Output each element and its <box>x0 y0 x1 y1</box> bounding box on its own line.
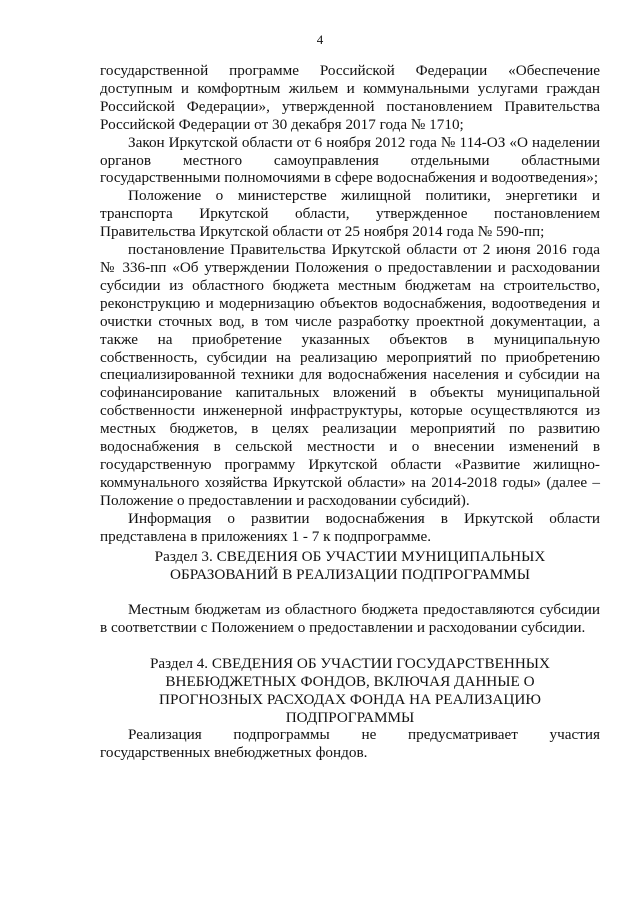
section-3-body <box>100 601 600 637</box>
paragraph-ministry-regulation: Положение о министерстве жилищной политики, энергетики и транспорта Иркутской области, утвержденное постановлением Правительства Иркутской области от 25 ноября 2014 года № 590-пп; <box>100 187 600 241</box>
page-number: 4 <box>316 32 324 47</box>
section-3-text: Местным бюджетам из областного бюджета предоставляются субсидии в соответствии с Положением о предоставлении и расходовании субсидии. <box>100 601 600 636</box>
body-text <box>100 62 600 545</box>
section-4-body <box>100 726 600 762</box>
paragraph-government-resolution: постановление Правительства Иркутской области от 2 июня 2016 года № 336-пп «Об утверждении Положения о предоставлении и расходовании субсидии из областного бюджета местным бюджетам на строительство, реконструкцию и модернизацию объектов водоснабжения, водоотведения и очистки сточных вод, в том числе разработку проектной документации, а также на приобретение указанных объектов в муниципальную собственность, субсидии на реализацию мероприятий по приобретению специализированной техники для водоснабжения населения и субсидии на софинансирование капитальных вложений в объекты муниципальной собственности инженерной инфраструктуры, которые осуществляются из местных бюджетов, в целях реализации мероприятий по развитию водоснабжения в сельской местности и о внесении изменений в государственную программу Иркутской области «Развитие жилищно-коммунального хозяйства Иркутской области» на 2014-2018 годы» (далее – Положение о предоставлении и расходовании субсидий). <box>100 241 600 509</box>
paragraph-federal-program: государственной программе Российской Федерации «Обеспечение доступным и комфортным жильем и коммунальными услугами граждан Российской Федерации», утвержденной постановлением Правительства Российской Федерации от 30 декабря 2017 года № 1710; <box>100 62 600 133</box>
section-3-heading: Раздел 3. СВЕДЕНИЯ ОБ УЧАСТИИ МУНИЦИПАЛЬНЫХ ОБРАЗОВАНИЙ В РЕАЛИЗАЦИИ ПОДПРОГРАММЫ <box>154 548 546 583</box>
section-4-heading: Раздел 4. СВЕДЕНИЯ ОБ УЧАСТИИ ГОСУДАРСТВЕННЫХ ВНЕБЮДЖЕТНЫХ ФОНДОВ, ВКЛЮЧАЯ ДАННЫЕ О ПРОГНОЗНЫХ РАСХОДАХ ФОНДА НА РЕАЛИЗАЦИЮ ПОДПРОГРАММЫ <box>149 655 551 726</box>
paragraph-water-supply-info: Информация о развитии водоснабжения в Иркутской области представлена в приложениях 1 - 7 к подпрограмме. <box>100 509 600 545</box>
section-4-text: Реализация подпрограммы не предусматривает участия государственных внебюджетных фондов. <box>100 726 600 761</box>
paragraph-regional-law: Закон Иркутской области от 6 ноября 2012 года № 114-ОЗ «О наделении органов местного самоуправления отдельными областными государственными полномочиями в сфере водоснабжения и водоотведения»; <box>100 133 600 187</box>
